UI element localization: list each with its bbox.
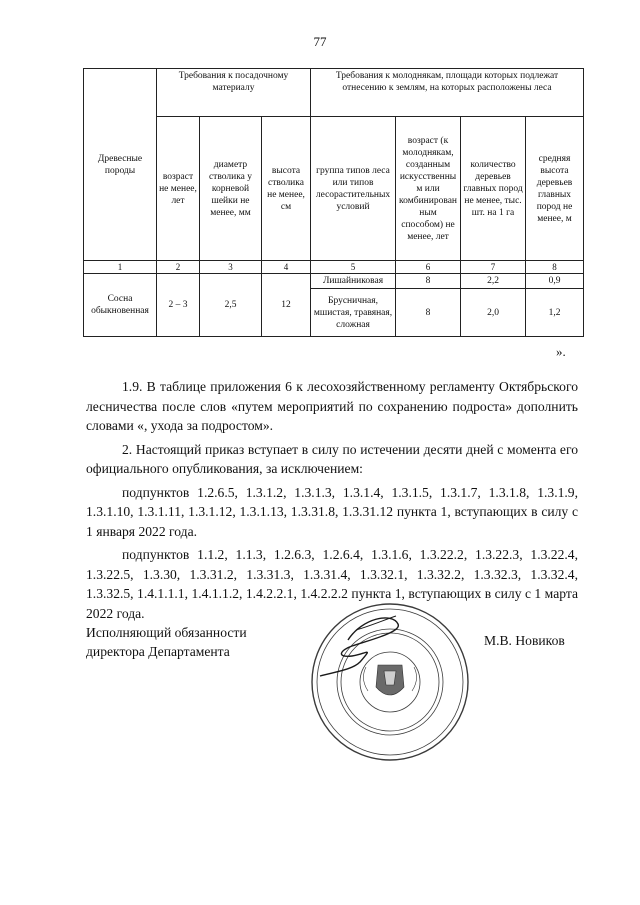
signer-name: М.В. Новиков (484, 633, 565, 648)
header-species: Древесные породы (84, 69, 157, 261)
column-number: 4 (262, 261, 311, 274)
cell-young-age: 8 (396, 289, 461, 337)
paragraph-2: 2. Настоящий приказ вступает в силу по истечении десяти дней с момента его официального опубликования, за исключением: (86, 441, 578, 476)
column-number: 5 (311, 261, 396, 274)
header-planting-age: возраст не менее, лет (157, 117, 200, 261)
header-young-age: возраст (к молоднякам, созданным искусственным или комбинированным способом) не менее, лет (396, 117, 461, 261)
column-number: 1 (84, 261, 157, 274)
column-number: 6 (396, 261, 461, 274)
cell-species: Сосна обыкновенная (84, 274, 157, 337)
cell-tree-count: 2,0 (461, 289, 526, 337)
column-number: 7 (461, 261, 526, 274)
header-forest-type: группа типов леса или типов лесорастительных условий (311, 117, 396, 261)
signer-title (86, 623, 247, 661)
paragraph-exception-january: подпунктов 1.2.6.5, 1.3.1.2, 1.3.1.3, 1.3.1.4, 1.3.1.5, 1.3.1.7, 1.3.1.8, 1.3.1.9, 1.3.1.10, 1.3.1.11, 1.3.1.12, 1.3.1.13, 1.3.31.8, 1.3.31.12 пункта 1, вступающих в силу с 1 января 2022 года. (86, 484, 578, 539)
column-number: 8 (526, 261, 584, 274)
paragraph-exception-march: подпунктов 1.1.2, 1.1.3, 1.2.6.3, 1.2.6.4, 1.3.1.6, 1.3.22.2, 1.3.22.3, 1.3.22.4, 1.3.22.5, 1.3.30, 1.3.31.2, 1.3.31.3, 1.3.31.4, 1.3.32.1, 1.3.32.2, 1.3.32.3, 1.3.32.4, 1.3.32.5, 1.4.1.1.1, 1.4.1.1.2, 1.4.2.2.1, 1.4.2.2.2 пункта 1, вступающих в силу с 1 марта 2022 года. (86, 547, 578, 621)
cell-planting-diameter: 2,5 (200, 274, 262, 337)
cell-avg-height: 1,2 (526, 289, 584, 337)
column-number: 3 (200, 261, 262, 274)
column-number: 2 (157, 261, 200, 274)
header-young-group: Требования к молоднякам, площади которых подлежат отнесению к землям, на которых расположены леса (311, 69, 584, 117)
signer-title-line: Исполняющий обязанности (86, 625, 247, 640)
header-planting-group: Требования к посадочному материалу (157, 69, 311, 117)
cell-tree-count: 2,2 (461, 274, 526, 289)
paragraph-1-9: 1.9. В таблице приложения 6 к лесохозяйственному регламенту Октябрьского лесничества после слов «путем мероприятий по сохранению подроста» дополнить словами «, ухода за подростом». (86, 379, 578, 433)
cell-young-age: 8 (396, 274, 461, 289)
cell-forest-type: Брусничная, мшистая, травяная, сложная (311, 289, 396, 337)
header-tree-count: количество деревьев главных пород не менее, тыс. шт. на 1 га (461, 117, 526, 261)
body-text (86, 377, 578, 623)
cell-avg-height: 0,9 (526, 274, 584, 289)
cell-forest-type: Лишайниковая (311, 274, 396, 289)
header-planting-height: высота стволика не менее, см (262, 117, 311, 261)
norms-table (83, 68, 584, 337)
signer-title-line: директора Департамента (86, 644, 230, 659)
cell-planting-age: 2 – 3 (157, 274, 200, 337)
cell-planting-height: 12 (262, 274, 311, 337)
header-planting-diameter: диаметр стволика у корневой шейки не менее, мм (200, 117, 262, 261)
handwritten-signature (300, 600, 410, 690)
closing-quote: ». (556, 344, 566, 359)
page-number: 77 (313, 34, 327, 49)
header-avg-height: средняя высота деревьев главных пород не менее, м (526, 117, 584, 261)
